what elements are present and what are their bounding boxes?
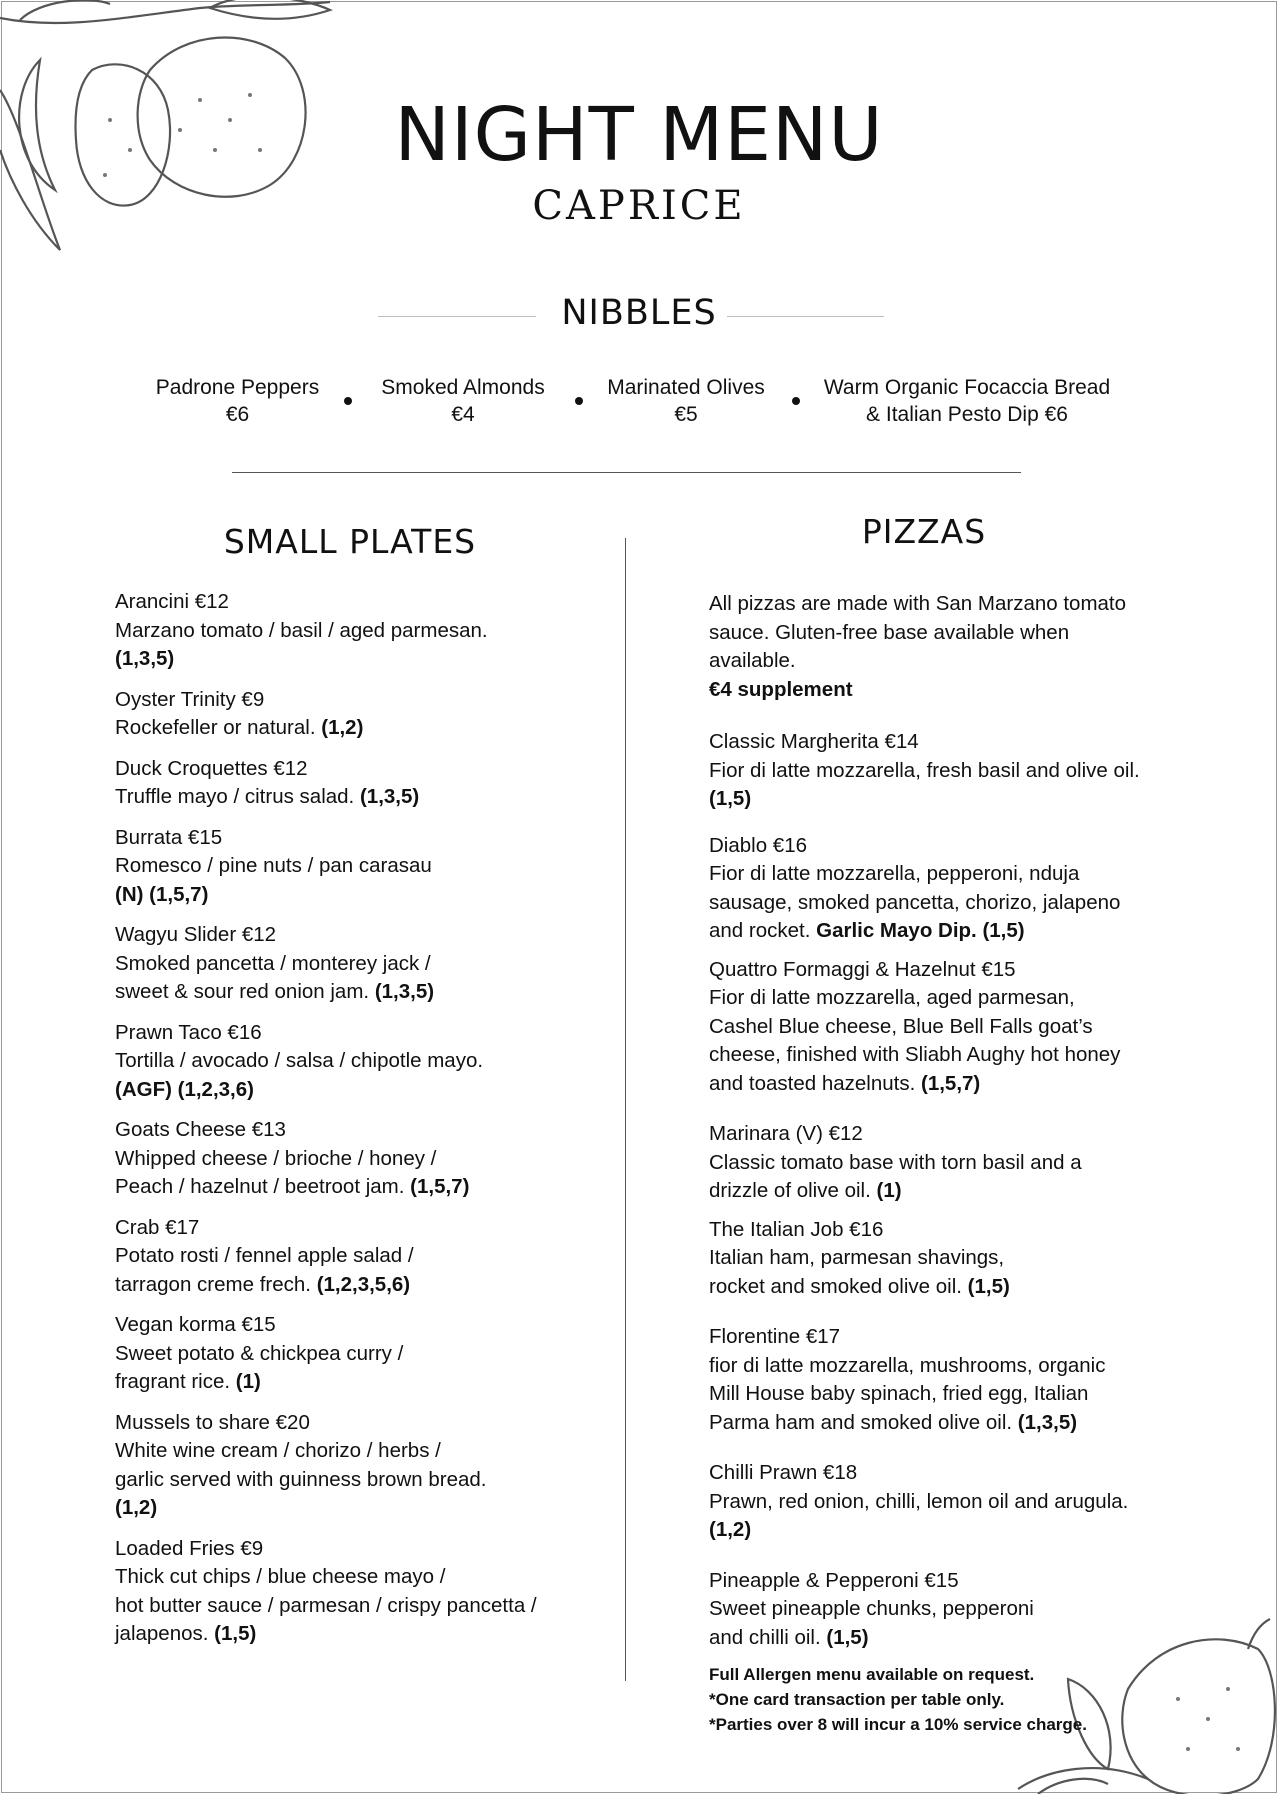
gluten-free-supplement: €4 supplement	[709, 677, 853, 701]
pizza-name-price: Classic Margherita €14	[709, 730, 919, 753]
dish-description	[115, 1047, 615, 1076]
pizza-description	[709, 1352, 1229, 1381]
description-text: Truffle mayo / citrus salad.	[115, 785, 355, 808]
allergen-codes: (1,5)	[214, 1622, 257, 1645]
nibble-name: Padrone Peppers	[155, 376, 320, 399]
pizza-description	[709, 1244, 1229, 1273]
description-text: Rockefeller or natural.	[115, 716, 316, 739]
description-text: Parma ham and smoked olive oil.	[709, 1410, 1013, 1434]
dish-name-price: Mussels to share €20	[115, 1410, 310, 1434]
pizza-description	[709, 1380, 1229, 1409]
nibble-price: & Italian Pesto Dip €6	[866, 403, 1068, 426]
dish-item	[115, 1311, 615, 1397]
nibbles-rule-right	[727, 316, 884, 317]
pizza-item	[709, 1459, 1229, 1545]
dish-description	[115, 852, 615, 881]
pizza-description	[709, 889, 1229, 918]
description-text: rocket and smoked olive oil.	[709, 1274, 962, 1298]
allergen-codes: (1,2)	[321, 716, 364, 739]
pizza-description	[709, 1595, 1229, 1624]
dish-name-price: Goats Cheese €13	[115, 1118, 286, 1141]
dish-description	[115, 1340, 615, 1369]
pizza-intro-line: sauce. Gluten-free base available when	[709, 620, 1070, 644]
dish-item	[115, 588, 615, 674]
description-text: and chilli oil.	[709, 1625, 821, 1649]
pizza-name-price: Diablo €16	[709, 833, 808, 857]
pizza-intro-text	[709, 590, 1229, 676]
dish-description	[115, 1145, 615, 1174]
dish-description	[115, 1563, 615, 1592]
allergen-codes: (1,2,3,5,6)	[316, 1272, 411, 1296]
dish-item	[115, 1214, 615, 1300]
description-text: sausage, smoked pancetta, chorizo, jalapeno	[709, 890, 1121, 914]
dish-description	[115, 617, 615, 646]
pizzas-heading: PIZZAS	[861, 512, 987, 551]
dish-item	[115, 921, 615, 1007]
pizza-description	[709, 1488, 1229, 1517]
description-text: and rocket.	[709, 919, 811, 942]
pizza-description	[709, 1013, 1229, 1042]
pizza-description	[709, 1409, 1229, 1438]
allergen-codes: (1,5)	[709, 787, 752, 810]
description-text: and toasted hazelnuts.	[709, 1071, 916, 1095]
pizza-name-price: Marinara (V) €12	[709, 1122, 863, 1145]
description-text: Marzano tomato / basil / aged parmesan.	[115, 618, 488, 642]
dish-item	[115, 755, 615, 812]
column-divider	[625, 538, 626, 1681]
nibble-price: €5	[674, 403, 698, 426]
dish-description	[115, 1466, 615, 1495]
allergen-codes: (1,5,7)	[410, 1175, 470, 1198]
description-text: jalapenos.	[115, 1622, 215, 1645]
separator-dot	[792, 397, 800, 405]
dish-description	[115, 783, 615, 812]
separator-dot	[344, 397, 352, 405]
nibble-item	[590, 374, 782, 428]
description-text: Peach / hazelnut / beetroot jam.	[115, 1175, 405, 1198]
dish-description	[115, 1592, 615, 1621]
brand-name: CAPRICE	[532, 183, 746, 229]
dish-item	[115, 1116, 615, 1202]
description-text: sweet & sour red onion jam.	[115, 980, 370, 1003]
card-note: *One card transaction per table only.	[709, 1690, 1005, 1709]
dish-name-price: Vegan korma €15	[115, 1313, 276, 1336]
nibble-name: Marinated Olives	[607, 376, 765, 399]
pizza-items	[709, 728, 1229, 1652]
dish-item	[115, 1409, 615, 1523]
allergen-codes: (1,2)	[709, 1518, 752, 1541]
pizza-description	[709, 1070, 1229, 1099]
description-text: garlic served with guinness brown bread.	[115, 1467, 487, 1491]
dish-description	[115, 1271, 615, 1300]
dish-item	[115, 686, 615, 743]
allergen-codes: (1,2)	[115, 1496, 158, 1519]
description-text: Cashel Blue cheese, Blue Bell Falls goat’s	[709, 1014, 1093, 1038]
nibble-price: €4	[451, 403, 475, 426]
dish-name-price: Wagyu Slider €12	[115, 923, 277, 946]
small-plates-heading: SMALL PLATES	[223, 522, 477, 561]
pizza-item	[709, 1216, 1229, 1302]
allergen-codes: (1)	[235, 1370, 261, 1393]
description-text: fior di latte mozzarella, mushrooms, organic	[709, 1353, 1106, 1377]
dish-item	[115, 824, 615, 910]
allergen-codes: (1,3,5)	[374, 980, 435, 1003]
pizza-intro-line: available.	[709, 649, 796, 672]
dish-description	[115, 1173, 615, 1202]
service-charge-note: *Parties over 8 will incur a 10% service charge.	[709, 1715, 1087, 1734]
description-text: Tortilla / avocado / salsa / chipotle mayo.	[115, 1049, 484, 1072]
nibble-item	[365, 374, 561, 428]
dish-name-price: Arancini €12	[115, 590, 229, 613]
dish-description	[115, 714, 615, 743]
description-text: Whipped cheese / brioche / honey /	[115, 1146, 437, 1170]
pizza-description	[709, 1149, 1229, 1178]
nibbles-heading: NIBBLES	[561, 293, 717, 333]
pizza-intro-line: All pizzas are made with San Marzano tomato	[709, 592, 1127, 615]
description-text: cheese, finished with Sliabh Aughy hot honey	[709, 1043, 1121, 1066]
description-text: Smoked pancetta / monterey jack /	[115, 951, 431, 975]
pizza-name-price: The Italian Job €16	[709, 1217, 884, 1241]
nibble-item	[140, 374, 335, 428]
pizza-description	[709, 984, 1229, 1013]
pizza-description	[709, 757, 1229, 786]
pizza-name-price: Florentine €17	[709, 1325, 841, 1348]
allergen-codes: (1,5,7)	[921, 1071, 981, 1095]
description-text: Fior di latte mozzarella, pepperoni, nduja	[709, 862, 1080, 885]
dish-name-price: Loaded Fries €9	[115, 1536, 264, 1560]
dish-name-price: Prawn Taco €16	[115, 1020, 262, 1044]
pizza-item	[709, 1120, 1229, 1206]
dish-description	[115, 950, 615, 979]
pizza-name-price: Pineapple & Pepperoni €15	[709, 1568, 959, 1592]
nibble-item	[808, 374, 1126, 428]
allergen-codes: (1,5)	[826, 1625, 869, 1649]
description-text: hot butter sauce / parmesan / crispy pancetta /	[115, 1593, 537, 1617]
description-text: drizzle of olive oil.	[709, 1179, 871, 1202]
description-text: Thick cut chips / blue cheese mayo /	[115, 1565, 446, 1588]
dish-description	[115, 978, 615, 1007]
section-divider	[232, 472, 1021, 473]
allergen-note: Full Allergen menu available on request.	[709, 1665, 1035, 1684]
pizza-item	[709, 832, 1229, 946]
dish-name-price: Crab €17	[115, 1215, 200, 1239]
description-text: Prawn, red onion, chilli, lemon oil and arugula.	[709, 1489, 1129, 1513]
allergen-codes: (1,5)	[967, 1274, 1010, 1298]
description-text: Fior di latte mozzarella, fresh basil and olive oil.	[709, 758, 1140, 782]
dish-item	[115, 1535, 615, 1649]
allergen-codes: (1,3,5)	[1017, 1410, 1078, 1434]
pizza-description	[709, 1273, 1229, 1302]
allergen-codes: Garlic Mayo Dip. (1,5)	[816, 919, 1025, 942]
dish-description	[115, 1242, 615, 1271]
description-text: tarragon creme frech.	[115, 1272, 311, 1296]
pizza-description	[709, 860, 1229, 889]
description-text: White wine cream / chorizo / herbs /	[115, 1439, 441, 1462]
allergen-codes: (1,3,5)	[359, 785, 420, 808]
allergen-codes: (1)	[876, 1179, 902, 1202]
nibble-price: €6	[225, 403, 250, 426]
pizza-item	[709, 956, 1229, 1099]
nibbles-rule-left	[378, 316, 536, 317]
menu-footer	[709, 1662, 1087, 1737]
separator-dot	[575, 397, 583, 405]
pizza-intro	[709, 590, 1229, 704]
dish-description	[115, 1437, 615, 1466]
dish-name-price: Duck Croquettes €12	[115, 756, 308, 780]
description-text: fragrant rice.	[115, 1370, 236, 1393]
description-text: Fior di latte mozzarella, aged parmesan,	[709, 986, 1075, 1009]
description-text: Romesco / pine nuts / pan carasau	[115, 854, 432, 877]
pizza-name-price: Chilli Prawn €18	[709, 1461, 858, 1484]
small-plates-list	[115, 588, 615, 1649]
pizza-description	[709, 1041, 1229, 1070]
allergen-codes: (AGF) (1,2,3,6)	[115, 1077, 254, 1101]
pizza-name-price: Quattro Formaggi & Hazelnut €15	[709, 957, 1016, 981]
menu-title: NIGHT MENU	[394, 92, 884, 178]
allergen-codes: (N) (1,5,7)	[115, 882, 209, 906]
dish-name-price: Burrata €15	[115, 825, 223, 849]
pizza-item	[709, 1567, 1229, 1653]
nibble-name: Smoked Almonds	[381, 376, 545, 399]
pizza-description	[709, 1177, 1229, 1206]
description-text: Italian ham, parmesan shavings,	[709, 1246, 1005, 1269]
dish-description	[115, 1368, 615, 1397]
description-text: Classic tomato base with torn basil and a	[709, 1150, 1082, 1174]
dish-name-price: Oyster Trinity €9	[115, 687, 265, 711]
dish-description	[115, 1620, 615, 1649]
pizzas-list	[709, 590, 1229, 1652]
description-text: Potato rosti / fennel apple salad /	[115, 1244, 414, 1267]
pizza-item	[709, 728, 1229, 814]
dish-item	[115, 1019, 615, 1105]
description-text: Sweet potato & chickpea curry /	[115, 1341, 404, 1365]
allergen-codes: (1,3,5)	[115, 647, 175, 670]
description-text: Sweet pineapple chunks, pepperoni	[709, 1597, 1034, 1620]
description-text: Mill House baby spinach, fried egg, Italian	[709, 1382, 1089, 1405]
pizza-description	[709, 917, 1229, 946]
pizza-item	[709, 1323, 1229, 1437]
pizza-description	[709, 1624, 1229, 1653]
nibble-name: Warm Organic Focaccia Bread	[823, 376, 1111, 399]
